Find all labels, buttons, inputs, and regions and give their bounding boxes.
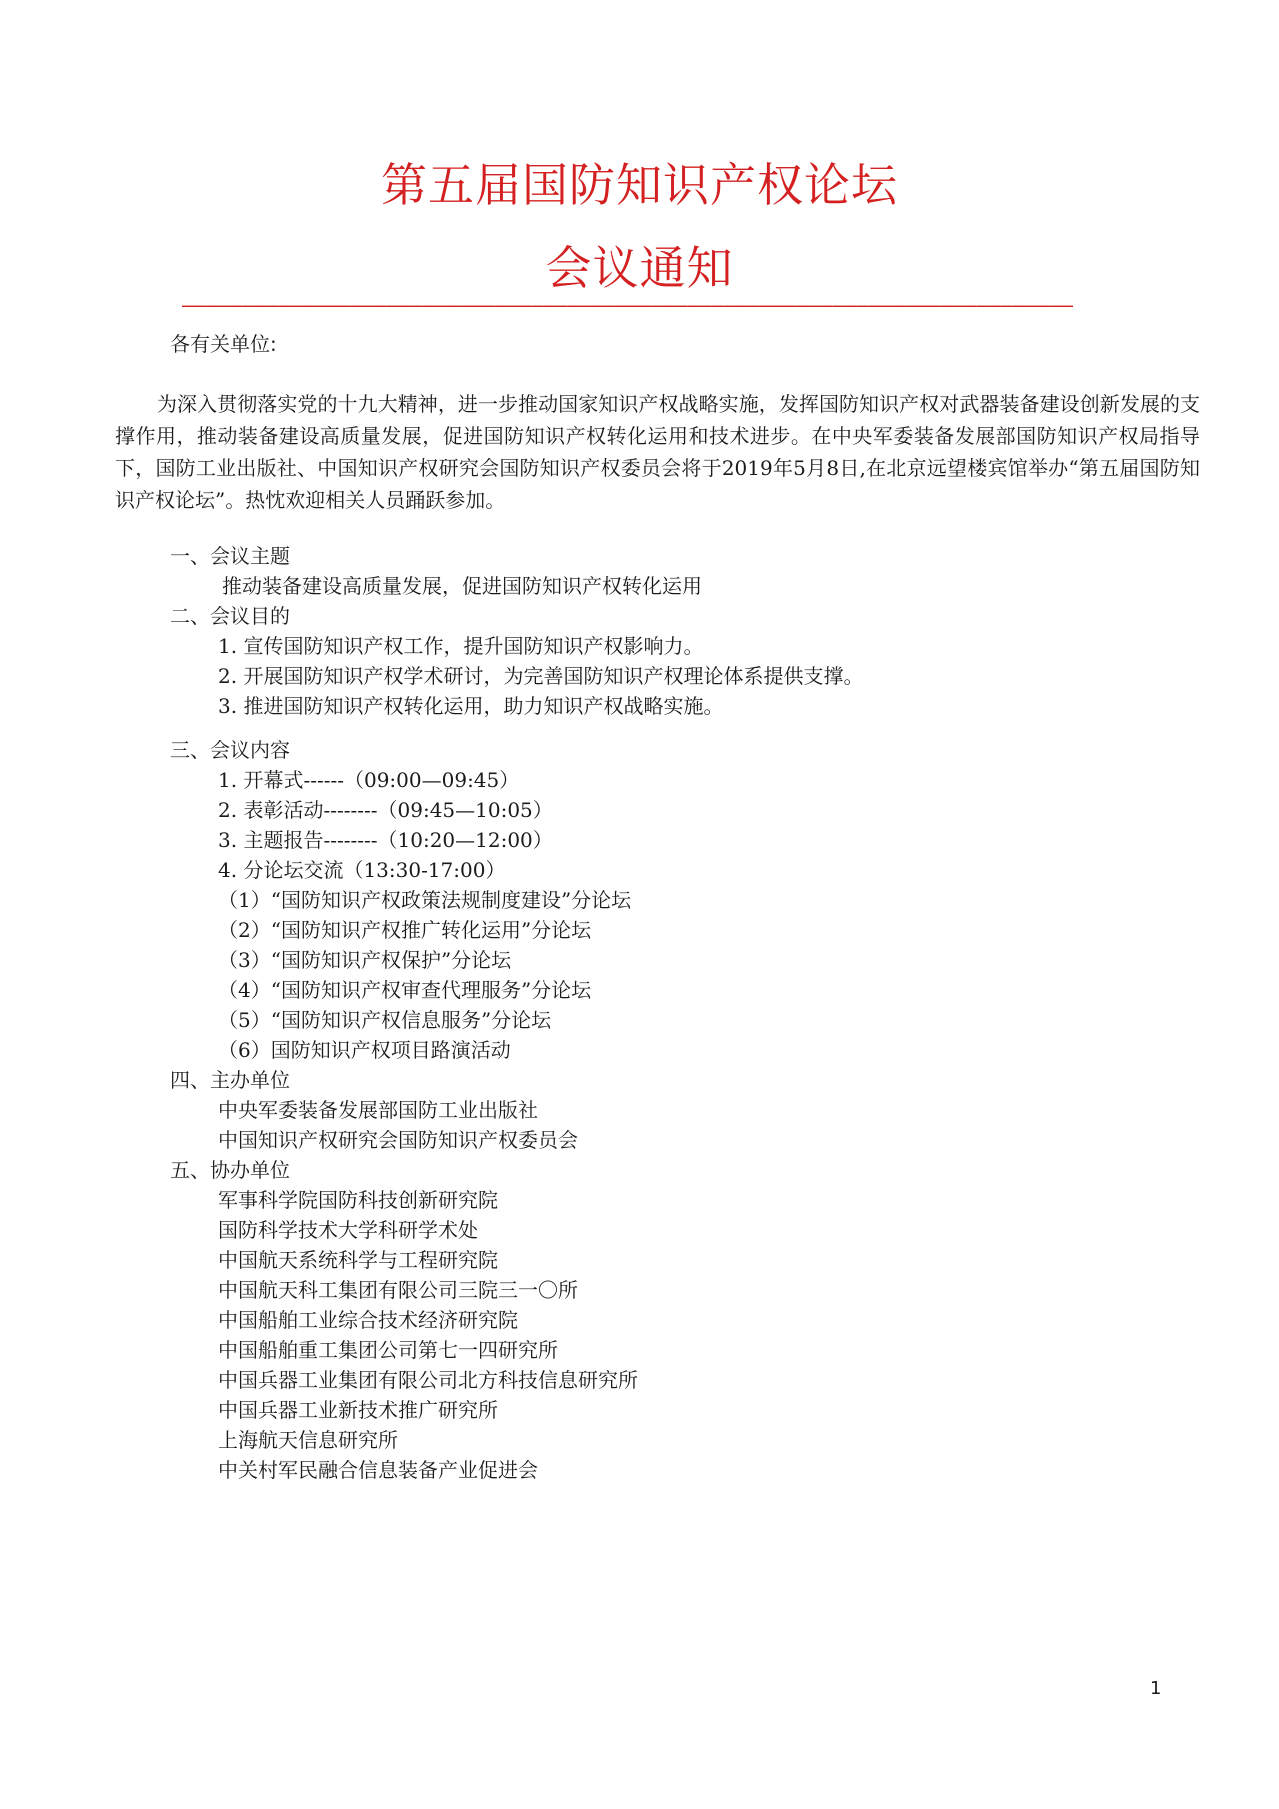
list-item: 4. 分论坛交流（13:30-17:00） — [218, 858, 506, 882]
section-heading: 二、会议目的 — [170, 604, 290, 628]
org-item: 中国知识产权研究会国防知识产权委员会 — [218, 1128, 578, 1152]
list-item: 1. 宣传国防知识产权工作，提升国防知识产权影响力。 — [218, 634, 704, 658]
org-item: 中关村军民融合信息装备产业促进会 — [218, 1458, 538, 1482]
list-item: 2. 表彰活动--------（09:45—10:05） — [218, 798, 553, 822]
section-heading: 三、会议内容 — [170, 738, 290, 762]
org-item: 中国船舶工业综合技术经济研究院 — [218, 1308, 518, 1332]
sub-list-item: （6）国防知识产权项目路演活动 — [218, 1038, 511, 1062]
org-item: 国防科学技术大学科研学术处 — [218, 1218, 478, 1242]
list-item: 3. 主题报告--------（10:20—12:00） — [218, 828, 553, 852]
section-heading: 四、主办单位 — [170, 1068, 290, 1092]
sub-list-item: （2）“国防知识产权推广转化运用”分论坛 — [218, 918, 592, 942]
sub-list-item: （1）“国防知识产权政策法规制度建设”分论坛 — [218, 888, 632, 912]
org-item: 中国航天科工集团有限公司三院三一〇所 — [218, 1278, 578, 1302]
doc-subtitle: 会议通知 — [545, 241, 734, 295]
sub-list-item: （5）“国防知识产权信息服务”分论坛 — [218, 1008, 552, 1032]
theme-text: 推动装备建设高质量发展，促进国防知识产权转化运用 — [222, 574, 702, 598]
intro-paragraph: 为深入贯彻落实党的十九大精神，进一步推动国家知识产权战略实施，发挥国防知识产权对武器装备建设创新发展的支撑作用，推动装备建设高质量发展，促进国防知识产权转化运用和技术进步。在中央军委装备发展部国防知识产权局指导下，国防工业出版社、中国知识产权研究会国防知识产权委员会将于2019年5月8日,在北京远望楼宾馆举办“第五届国防知识产权论坛”。热忱欢迎相关人员踊跃参加。 — [115, 392, 1200, 512]
org-item: 中国兵器工业新技术推广研究所 — [218, 1398, 498, 1422]
org-item: 上海航天信息研究所 — [218, 1428, 398, 1452]
list-item: 1. 开幕式------（09:00—09:45） — [218, 768, 520, 792]
sub-list-item: （3）“国防知识产权保护”分论坛 — [218, 948, 512, 972]
org-item: 中央军委装备发展部国防工业出版社 — [218, 1098, 538, 1122]
page-number: 1 — [1150, 1678, 1162, 1699]
salutation: 各有关单位: — [170, 332, 277, 356]
org-item: 中国船舶重工集团公司第七一四研究所 — [218, 1338, 558, 1362]
org-item: 中国兵器工业集团有限公司北方科技信息研究所 — [218, 1368, 638, 1392]
sub-list-item: （4）“国防知识产权审查代理服务”分论坛 — [218, 978, 592, 1002]
red-divider: —————————————————————————————————————————————————————————————————————————— — [182, 299, 1074, 311]
list-item: 2. 开展国防知识产权学术研讨，为完善国防知识产权理论体系提供支撑。 — [218, 664, 864, 688]
org-item: 中国航天系统科学与工程研究院 — [218, 1248, 498, 1272]
section-heading: 一、会议主题 — [170, 544, 290, 568]
list-item: 3. 推进国防知识产权转化运用，助力知识产权战略实施。 — [218, 694, 724, 718]
org-item: 军事科学院国防科技创新研究院 — [218, 1188, 498, 1212]
section-heading: 五、协办单位 — [170, 1158, 290, 1182]
doc-title: 第五届国防知识产权论坛 — [381, 158, 898, 212]
